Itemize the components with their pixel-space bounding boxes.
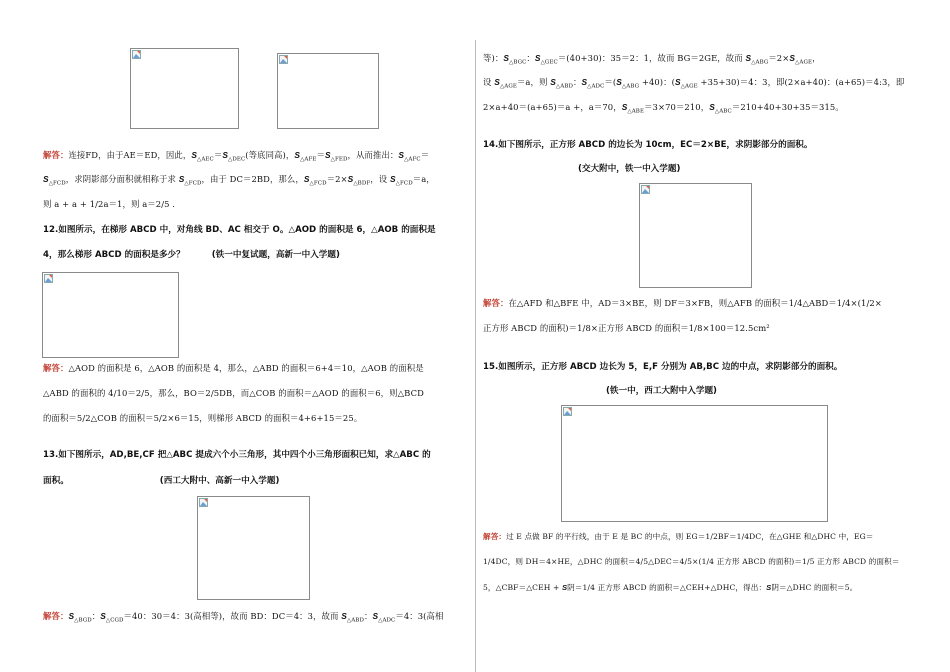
answer-text: 在△AFD 和△BFE 中，AD＝3×BE，则 DF＝3×FB，则△AFB 的面积＝1/4△ABD＝1/4×(1/2× (508, 298, 882, 308)
question-12-source: (铁一中复试题，高新一中入学题) (211, 250, 340, 260)
question-15-line-1: 15.如图所示，正方形 ABCD 边长为 5，E,F 分别为 AB,BC 边的中点，求阴影部分的面积。 (483, 362, 843, 372)
answer-12-line-3: 的面积＝5/2△COB 的面积＝5/2×6＝15，则梯形 ABCD 的面积＝4+6+15＝25。 (43, 413, 363, 423)
figure-q13 (197, 496, 310, 600)
question-12-text: 4，那么梯形 ABCD 的面积是多少？ (43, 250, 185, 260)
broken-image-icon (641, 185, 650, 194)
question-13-line-1: 13.如下图所示，AD,BE,CF 把△ABC 提成六个小三角形，其中四个小三角形面积已知，求△ABC 的 (43, 450, 431, 460)
figure-q11 (277, 53, 379, 129)
broken-image-icon (44, 274, 53, 283)
question-14-line-1: 14.如下图所示，正方形 ABCD 的边长为 10cm，EC＝2×BE，求阴影部分的面积。 (483, 140, 813, 150)
broken-image-icon (563, 407, 572, 416)
formula: $S_{\triangle AEC}=S_{\triangle DEC}$(等底同高)，$S_{\triangle AFE}=S_{\triangle FED}$，从而推出：$S_{\triangle AFC}=$ (191, 150, 430, 163)
question-14-source: (交大附中，铁一中入学题) (578, 164, 681, 174)
answer-label: 解答： (43, 150, 69, 160)
answer-15-line-3: 5，△CBF＝△CEH + S阴＝1/4 正方形 ABCD 的面积＝△CEH+△DHC，得出：S阴＝△DHC 的面积＝5。 (483, 583, 858, 592)
question-13-text: 面积。 (43, 476, 69, 486)
answer-13-line-4: 2×a+40＝(a+65)＝a +，a＝70，$S_{\triangle ABE}=3\times 70=210$，$S_{\triangle ABC}=210+40+30+35=315$。 (483, 102, 844, 115)
answer-label: 解答： (483, 298, 509, 308)
question-12-line-2 (43, 248, 340, 260)
column-divider (475, 40, 476, 672)
figure-q14 (639, 183, 752, 288)
answer-11-line-1 (43, 149, 429, 163)
answer-text: △AOD 的面积是 6，△AOB 的面积是 4，那么，△ABD 的面积＝6+4＝10，△AOB 的面积是 (68, 363, 424, 373)
question-13-line-2 (43, 474, 279, 486)
answer-13-line-3: 设 $S_{\triangle AGE}=a$，则 $S_{\triangle ABD}$：$S_{\triangle ADC}=(S_{\triangle ABG} +40)$：$(S_{\triangle AGE} +35+30)=4$：3，即(2×a+40)：(a+65)＝4:3，即 (483, 77, 905, 90)
question-13-source: (西工大附中、高新一中入学题) (159, 476, 280, 486)
answer-11-line-3: 则 a + a + 1/2a＝1，则 a＝2/5 . (43, 199, 176, 209)
figure-q12 (42, 272, 179, 358)
broken-image-icon (199, 498, 208, 507)
answer-11-line-2: $S_{\triangle FCD}$，求阴影部分面积就相称于求 $S_{\triangle FCD}$，由于 DC＝2BD，那么，$S_{\triangle FCD}=2\times S_{\triangle BDF}$，设 $S_{\triangle FCD}=a$， (43, 174, 435, 187)
answer-15-line-2: 1/4DC，则 DH＝4×HE，△DHC 的面积＝4/5△DEC＝4/5×(1/4 正方形 ABCD 的面积)＝1/5 正方形 ABCD 的面积＝ (483, 557, 900, 566)
answer-label: 解答： (43, 611, 69, 621)
answer-text: 连接FD，由于AE＝ED，因此， (68, 150, 192, 160)
question-12-line-1: 12.如图所示，在梯形 ABCD 中，对角线 BD、AC 相交于 O。△AOD 的面积是 6，△AOB 的面积是 (43, 225, 436, 235)
answer-13-line-1: 解答：$S_{\triangle BGD}$：$S_{\triangle CGD}=40$：30＝4：3(高相等)，故而 BD：DC＝4：3，故而 $S_{\triangle ABD}$：$S_{\triangle ADC}=4$：3(高相 (43, 611, 444, 624)
answer-13-line-2: 等)：$S_{\triangle BGC}$：$S_{\triangle GEC}=(40+30)$：35＝2：1，故而 BG＝2GE，故而 $S_{\triangle ABG}=2\times S_{\triangle AGE}$， (483, 53, 821, 66)
answer-12-line-1 (43, 362, 424, 374)
answer-label: 解答： (483, 532, 507, 541)
figure-q15 (561, 405, 828, 522)
answer-text: 过 E 点做 BF 的平行线，由于 E 是 BC 的中点，则 EG＝1/2BF＝1/4DC，在△GHE 和△DHC 中，EG＝ (506, 532, 874, 541)
answer-label: 解答： (43, 363, 69, 373)
broken-image-icon (279, 55, 288, 64)
question-15-source: (铁一中，西工大附中入学题) (606, 386, 717, 396)
answer-15-line-1 (483, 531, 874, 542)
broken-image-icon (132, 50, 141, 59)
answer-14-line-2: 正方形 ABCD 的面积)＝1/8×正方形 ABCD 的面积＝1/8×100＝12.5cm² (483, 323, 770, 333)
figure-q10 (130, 48, 239, 129)
answer-14-line-1 (483, 297, 882, 309)
answer-12-line-2: △ABD 的面积的 4/10＝2/5，那么，BO＝2/5DB，而△COB 的面积＝△AOD 的面积＝6，则△BCD (43, 388, 424, 398)
